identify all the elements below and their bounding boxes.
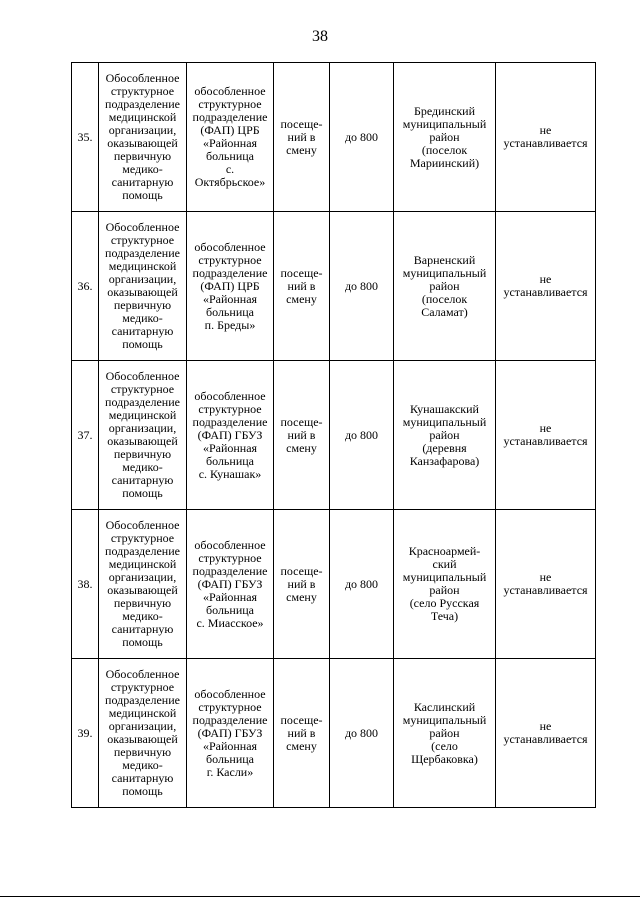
- mode: не устанавливается: [496, 361, 596, 510]
- capacity-unit: посеще- ний в смену: [274, 659, 330, 808]
- table-row: [72, 212, 596, 361]
- organization-type: Обособленное структурное подразделение медицинской организации, оказывающей первичную медико- санитарную помощь: [99, 659, 187, 808]
- structural-unit: обособленное структурное подразделение (ФАП) ГБУЗ «Районная больница г. Касли»: [187, 659, 274, 808]
- row-number: 35.: [72, 63, 99, 212]
- district: Красноармей- ский муниципальный район (село Русская Теча): [394, 510, 496, 659]
- district: Брединский муниципальный район (поселок Мариинский): [394, 63, 496, 212]
- row-number: 39.: [72, 659, 99, 808]
- row-number: 38.: [72, 510, 99, 659]
- mode: не устанавливается: [496, 212, 596, 361]
- organization-type: Обособленное структурное подразделение медицинской организации, оказывающей первичную медико- санитарную помощь: [99, 212, 187, 361]
- capacity: до 800: [330, 510, 394, 659]
- capacity: до 800: [330, 659, 394, 808]
- mode: не устанавливается: [496, 63, 596, 212]
- row-number: 37.: [72, 361, 99, 510]
- capacity-unit: посеще- ний в смену: [274, 212, 330, 361]
- structural-unit: обособленное структурное подразделение (ФАП) ГБУЗ «Районная больница с. Миасское»: [187, 510, 274, 659]
- structural-unit: обособленное структурное подразделение (ФАП) ЦРБ «Районная больница с. Октябрьское»: [187, 63, 274, 212]
- structural-unit: обособленное структурное подразделение (ФАП) ЦРБ «Районная больница п. Бреды»: [187, 212, 274, 361]
- table-row: [72, 659, 596, 808]
- page-bottom-rule: [0, 896, 640, 897]
- capacity-unit: посеще- ний в смену: [274, 361, 330, 510]
- organization-type: Обособленное структурное подразделение медицинской организации, оказывающей первичную медико- санитарную помощь: [99, 361, 187, 510]
- row-number: 36.: [72, 212, 99, 361]
- page-number: 38: [312, 28, 328, 45]
- capacity: до 800: [330, 212, 394, 361]
- mode: не устанавливается: [496, 510, 596, 659]
- table-row: [72, 63, 596, 212]
- capacity: до 800: [330, 63, 394, 212]
- district: Кунашакский муниципальный район (деревня Канзафарова): [394, 361, 496, 510]
- table-row: [72, 510, 596, 659]
- organization-type: Обособленное структурное подразделение медицинской организации, оказывающей первичную медико- санитарную помощь: [99, 63, 187, 212]
- facilities-table: [71, 62, 596, 808]
- capacity-unit: посеще- ний в смену: [274, 510, 330, 659]
- organization-type: Обособленное структурное подразделение медицинской организации, оказывающей первичную медико- санитарную помощь: [99, 510, 187, 659]
- mode: не устанавливается: [496, 659, 596, 808]
- district: Каслинский муниципальный район (село Щербаковка): [394, 659, 496, 808]
- capacity: до 800: [330, 361, 394, 510]
- capacity-unit: посеще- ний в смену: [274, 63, 330, 212]
- table-row: [72, 361, 596, 510]
- structural-unit: обособленное структурное подразделение (ФАП) ГБУЗ «Районная больница с. Кунашак»: [187, 361, 274, 510]
- district: Варненский муниципальный район (поселок Саламат): [394, 212, 496, 361]
